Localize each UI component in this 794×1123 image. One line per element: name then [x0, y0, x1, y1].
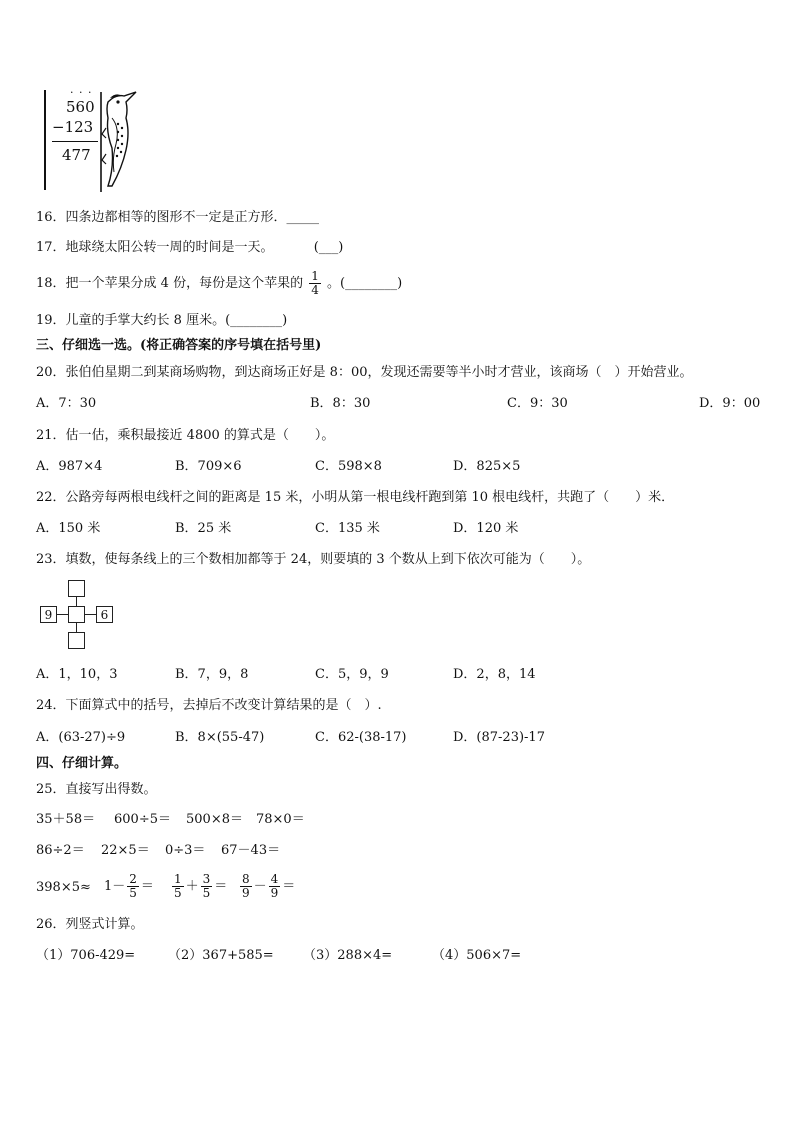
expr-equals: ＝ — [214, 879, 228, 894]
q21-option-d[interactable]: D．825×5 — [453, 459, 521, 474]
q23-option-d[interactable]: D．2，8，14 — [453, 667, 536, 682]
fraction — [127, 873, 139, 900]
q25-row3-item: 398×5≈ — [36, 880, 91, 895]
sum-line — [52, 141, 98, 142]
q25-row1-item: 35＋58＝ — [36, 812, 96, 827]
question-26-stem: 26．列竖式计算。 — [36, 917, 144, 932]
question-17 — [36, 241, 343, 254]
question-16: 16．四条边都相等的图形不一定是正方形．_____ — [36, 210, 320, 225]
q25-row2-item: 22×5＝ — [101, 843, 150, 858]
question-18 — [36, 270, 402, 298]
q22-option-c[interactable]: C．135 米 — [315, 521, 380, 536]
q24-option-c[interactable]: C．62-(38-17) — [315, 730, 407, 745]
question-22-stem: 22．公路旁每两根电线杆之间的距离是 15 米，小明从第一根电线杆跑到第 10 根电线杆，共跑了（ ）米． — [36, 490, 675, 505]
expr-equals: ＝ — [282, 879, 296, 894]
fraction — [240, 873, 252, 900]
number-cross-puzzle — [38, 578, 118, 652]
q20-option-c[interactable]: C．9：30 — [507, 396, 568, 411]
fraction — [269, 873, 281, 900]
q20-option-a[interactable]: A．7：30 — [36, 396, 97, 411]
fraction-denominator: 5 — [174, 886, 182, 900]
q25-row3-fraction-expr — [238, 868, 295, 906]
fraction-denominator: 9 — [270, 886, 279, 900]
q22-option-b[interactable]: B．25 米 — [175, 521, 232, 536]
fraction-numerator: 2 — [129, 871, 137, 886]
q24-option-d[interactable]: D．(87-23)-17 — [453, 730, 545, 745]
question-18-text: 18．把一个苹果分成 4 份，每份是这个苹果的 — [36, 276, 304, 292]
q25-row1-item: 78×0＝ — [256, 812, 305, 827]
puzzle-connector — [85, 614, 96, 615]
question-17-answer-blank[interactable]: (___) — [313, 240, 344, 255]
q26-item: （1）706-429= — [36, 948, 136, 963]
q25-row2-item: 0÷3＝ — [165, 843, 206, 858]
fraction-numerator: 3 — [202, 871, 211, 886]
woodpecker-icon — [98, 88, 138, 192]
question-25-stem: 25．直接写出得数。 — [36, 782, 157, 797]
question-18-answer-blank[interactable]: 。(________) — [327, 276, 403, 292]
fraction-numerator: 4 — [270, 871, 279, 886]
question-24-stem: 24．下面算式中的括号，去掉后不改变计算结果的是（ ）. — [36, 698, 382, 713]
q23-option-c[interactable]: C．5，9，9 — [315, 667, 389, 682]
fraction-denominator: 5 — [202, 886, 211, 900]
question-20-stem: 20．张伯伯星期二到某商场购物，到达商场正好是 8：00，发现还需要等半小时才营业，该商场（ ）开始营业。 — [36, 365, 693, 380]
subtraction-figure — [44, 86, 144, 190]
question-18-fraction — [309, 270, 321, 297]
q25-row1-item: 500×8＝ — [186, 812, 243, 827]
puzzle-connector — [76, 597, 77, 606]
puzzle-center-box[interactable] — [68, 606, 85, 623]
fraction-numerator: 8 — [242, 871, 250, 886]
q25-row3-fraction-expr — [104, 868, 154, 906]
q23-option-a[interactable]: A．1，10，3 — [36, 667, 118, 682]
q22-option-a[interactable]: A．150 米 — [36, 521, 101, 536]
q26-item: （2）367+585= — [168, 948, 274, 963]
expr-equals: ＝ — [140, 879, 154, 894]
q21-option-b[interactable]: B．709×6 — [175, 459, 242, 474]
puzzle-top-box[interactable] — [68, 580, 85, 597]
q20-option-d[interactable]: D．9：00 — [699, 396, 761, 411]
fraction-denominator: 4 — [311, 283, 319, 298]
q24-option-b[interactable]: B．8×(55-47) — [175, 730, 265, 745]
puzzle-bottom-box[interactable] — [68, 632, 85, 649]
subtrahend: −123 — [52, 118, 94, 136]
section-3-heading: 三、仔细选一选。(将正确答案的序号填在括号里) — [36, 338, 322, 353]
minuend: 560 — [66, 98, 95, 116]
fraction — [172, 873, 184, 900]
carry-dots: · · · — [70, 86, 93, 99]
expr-prefix: 1－ — [104, 879, 126, 894]
expr-operator: ＋ — [185, 879, 199, 894]
q21-option-c[interactable]: C．598×8 — [315, 459, 382, 474]
q23-option-b[interactable]: B．7，9，8 — [175, 667, 249, 682]
expr-operator: － — [253, 879, 267, 894]
puzzle-connector — [57, 614, 68, 615]
q22-option-d[interactable]: D．120 米 — [453, 521, 519, 536]
fraction — [201, 873, 213, 900]
question-17-text: 17．地球绕太阳公转一周的时间是一天。 — [36, 240, 274, 255]
puzzle-connector — [76, 623, 77, 632]
puzzle-left-number: 9 — [40, 606, 57, 623]
q21-option-a[interactable]: A．987×4 — [36, 459, 103, 474]
left-border-line — [44, 90, 46, 190]
question-21-stem: 21．估一估，乘积最接近 4800 的算式是（ ）。 — [36, 428, 335, 443]
fraction-numerator: 1 — [174, 871, 182, 886]
section-4-heading: 四、仔细计算。 — [36, 756, 128, 771]
question-23-stem: 23．填数，使每条线上的三个数相加都等于 24，则要填的 3 个数从上到下依次可能为（ ）。 — [36, 552, 591, 567]
fraction-denominator: 9 — [242, 886, 250, 900]
q25-row1-item: 600÷5＝ — [114, 812, 171, 827]
q26-item: （4）506×7= — [432, 948, 522, 963]
fraction-denominator: 5 — [129, 886, 137, 900]
q25-row3-fraction-expr — [170, 868, 227, 906]
question-19: 19．儿童的手掌大约长 8 厘米。(________) — [36, 313, 288, 328]
difference: 477 — [62, 146, 91, 164]
q26-item: （3）288×4= — [303, 948, 393, 963]
q25-row2-item: 86÷2＝ — [36, 843, 85, 858]
puzzle-right-number: 6 — [96, 606, 113, 623]
q25-row2-item: 67－43＝ — [221, 843, 281, 858]
q24-option-a[interactable]: A．(63-27)÷9 — [36, 730, 126, 745]
q20-option-b[interactable]: B．8：30 — [310, 396, 371, 411]
fraction-numerator: 1 — [311, 269, 319, 283]
